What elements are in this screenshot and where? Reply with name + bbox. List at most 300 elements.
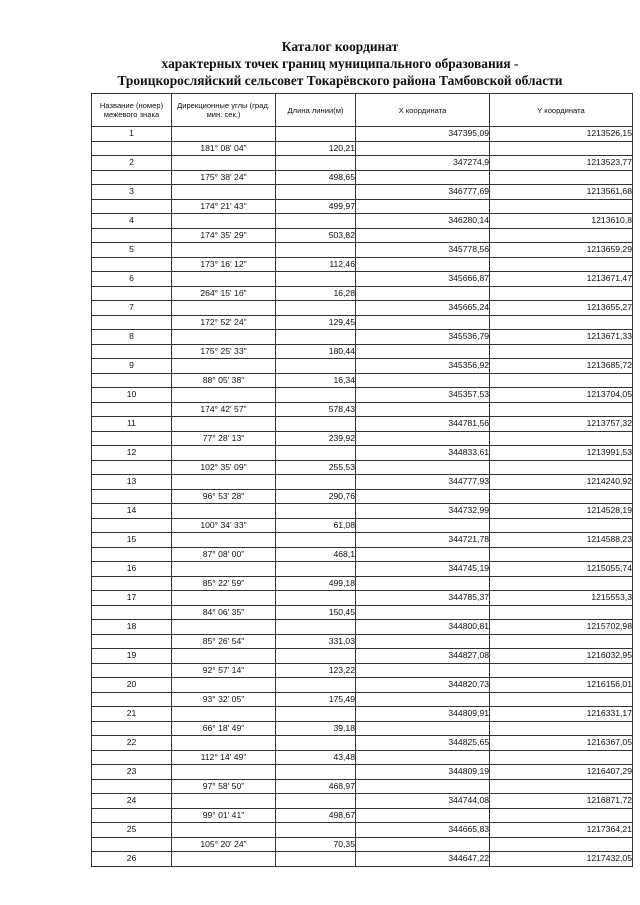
empty-cell: [92, 779, 172, 794]
y-coordinate: 1214240,92: [490, 475, 633, 490]
empty-cell: [490, 750, 633, 765]
document-title: [60, 38, 620, 89]
line-length: 112,46: [276, 257, 356, 272]
header-y-coordinate: Y координата: [490, 94, 633, 127]
empty-cell: [356, 257, 490, 272]
x-coordinate: 346280,14: [356, 214, 490, 229]
empty-cell: [356, 779, 490, 794]
x-coordinate: 345666,87: [356, 272, 490, 287]
table-row-segment: [92, 170, 633, 185]
line-length: 43,48: [276, 750, 356, 765]
direction-angle: 174° 42' 57": [172, 402, 276, 417]
table-row-point: [92, 156, 633, 171]
empty-cell: [92, 199, 172, 214]
y-coordinate: 1215055,74: [490, 562, 633, 577]
empty-cell: [276, 678, 356, 693]
empty-cell: [356, 750, 490, 765]
empty-cell: [92, 170, 172, 185]
line-length: 498,65: [276, 170, 356, 185]
empty-cell: [276, 852, 356, 867]
empty-cell: [356, 315, 490, 330]
direction-angle: 66° 18' 49": [172, 721, 276, 736]
header-x-coordinate: X координата: [356, 94, 490, 127]
x-coordinate: 344827,08: [356, 649, 490, 664]
empty-cell: [356, 286, 490, 301]
empty-cell: [276, 765, 356, 780]
empty-cell: [356, 228, 490, 243]
empty-cell: [490, 228, 633, 243]
line-length: 239,92: [276, 431, 356, 446]
empty-cell: [172, 591, 276, 606]
direction-angle: 174° 21' 43": [172, 199, 276, 214]
empty-cell: [356, 605, 490, 620]
empty-cell: [276, 417, 356, 432]
empty-cell: [276, 707, 356, 722]
line-length: 123,22: [276, 663, 356, 678]
x-coordinate: 344745,19: [356, 562, 490, 577]
x-coordinate: 347274,9: [356, 156, 490, 171]
y-coordinate: 1215553,3: [490, 591, 633, 606]
empty-cell: [490, 547, 633, 562]
y-coordinate: 1213561,68: [490, 185, 633, 200]
table-row-point: [92, 562, 633, 577]
coordinates-table: [91, 93, 633, 867]
table-row-point: [92, 620, 633, 635]
empty-cell: [490, 518, 633, 533]
empty-cell: [92, 228, 172, 243]
table-row-segment: [92, 750, 633, 765]
table-row-segment: [92, 228, 633, 243]
table-row-point: [92, 504, 633, 519]
empty-cell: [276, 794, 356, 809]
empty-cell: [276, 562, 356, 577]
point-number: 10: [92, 388, 172, 403]
empty-cell: [356, 721, 490, 736]
empty-cell: [92, 721, 172, 736]
empty-cell: [172, 156, 276, 171]
empty-cell: [172, 417, 276, 432]
empty-cell: [92, 141, 172, 156]
table-row-segment: [92, 721, 633, 736]
table-row-segment: [92, 489, 633, 504]
line-length: 129,45: [276, 315, 356, 330]
table-row-segment: [92, 431, 633, 446]
empty-cell: [172, 852, 276, 867]
empty-cell: [172, 794, 276, 809]
direction-angle: 175° 38' 24": [172, 170, 276, 185]
empty-cell: [356, 460, 490, 475]
empty-cell: [276, 736, 356, 751]
empty-cell: [356, 141, 490, 156]
point-number: 11: [92, 417, 172, 432]
y-coordinate: 1213655,27: [490, 301, 633, 316]
y-coordinate: 1217364,21: [490, 823, 633, 838]
empty-cell: [172, 272, 276, 287]
empty-cell: [490, 199, 633, 214]
direction-angle: 172° 52' 24": [172, 315, 276, 330]
empty-cell: [172, 388, 276, 403]
line-length: 578,43: [276, 402, 356, 417]
empty-cell: [490, 779, 633, 794]
y-coordinate: 1213757,32: [490, 417, 633, 432]
empty-cell: [276, 243, 356, 258]
y-coordinate: 1215702,98: [490, 620, 633, 635]
empty-cell: [92, 315, 172, 330]
point-number: 15: [92, 533, 172, 548]
empty-cell: [92, 547, 172, 562]
line-length: 468,97: [276, 779, 356, 794]
empty-cell: [490, 837, 633, 852]
table-row-segment: [92, 808, 633, 823]
table-row-point: [92, 388, 633, 403]
table-row-point: [92, 446, 633, 461]
empty-cell: [172, 446, 276, 461]
empty-cell: [92, 344, 172, 359]
empty-cell: [356, 344, 490, 359]
x-coordinate: 344820,73: [356, 678, 490, 693]
point-number: 6: [92, 272, 172, 287]
empty-cell: [276, 301, 356, 316]
empty-cell: [172, 185, 276, 200]
line-length: 180,44: [276, 344, 356, 359]
direction-angle: 264° 15' 16": [172, 286, 276, 301]
empty-cell: [356, 663, 490, 678]
header-point-name: Название (номер) межевого знака: [92, 94, 172, 127]
direction-angle: 84° 06' 35": [172, 605, 276, 620]
x-coordinate: 344809,19: [356, 765, 490, 780]
y-coordinate: 1213523,77: [490, 156, 633, 171]
empty-cell: [490, 692, 633, 707]
x-coordinate: 344744,08: [356, 794, 490, 809]
table-row-segment: [92, 373, 633, 388]
empty-cell: [276, 156, 356, 171]
y-coordinate: 1217432,05: [490, 852, 633, 867]
line-length: 70,35: [276, 837, 356, 852]
point-number: 25: [92, 823, 172, 838]
point-number: 13: [92, 475, 172, 490]
empty-cell: [92, 750, 172, 765]
header-direction-angle: Дирекционные углы (град. мин. сек.): [172, 94, 276, 127]
table-row-segment: [92, 634, 633, 649]
empty-cell: [490, 257, 633, 272]
y-coordinate: 1216367,05: [490, 736, 633, 751]
y-coordinate: 1216156,01: [490, 678, 633, 693]
line-length: 468,1: [276, 547, 356, 562]
line-length: 331,03: [276, 634, 356, 649]
direction-angle: 77° 28' 13": [172, 431, 276, 446]
table-row-segment: [92, 837, 633, 852]
table-row-point: [92, 127, 633, 142]
direction-angle: 173° 16' 12": [172, 257, 276, 272]
table-row-segment: [92, 460, 633, 475]
empty-cell: [172, 301, 276, 316]
x-coordinate: 346777,69: [356, 185, 490, 200]
direction-angle: 181° 08' 04": [172, 141, 276, 156]
empty-cell: [92, 257, 172, 272]
empty-cell: [276, 388, 356, 403]
empty-cell: [490, 344, 633, 359]
empty-cell: [92, 634, 172, 649]
table-row-point: [92, 417, 633, 432]
empty-cell: [172, 678, 276, 693]
point-number: 7: [92, 301, 172, 316]
y-coordinate: 1213659,29: [490, 243, 633, 258]
line-length: 498,67: [276, 808, 356, 823]
table-row-segment: [92, 402, 633, 417]
table-row-point: [92, 214, 633, 229]
empty-cell: [490, 634, 633, 649]
table-row-point: [92, 765, 633, 780]
direction-angle: 85° 22' 59": [172, 576, 276, 591]
empty-cell: [276, 823, 356, 838]
empty-cell: [356, 489, 490, 504]
y-coordinate: 1213526,15: [490, 127, 633, 142]
x-coordinate: 347395,09: [356, 127, 490, 142]
table-row-point: [92, 823, 633, 838]
x-coordinate: 344785,37: [356, 591, 490, 606]
title-line-2: характерных точек границ муниципального образования -: [161, 56, 519, 71]
empty-cell: [356, 518, 490, 533]
line-length: 16,34: [276, 373, 356, 388]
point-number: 4: [92, 214, 172, 229]
direction-angle: 87° 08' 00": [172, 547, 276, 562]
empty-cell: [172, 823, 276, 838]
empty-cell: [490, 373, 633, 388]
y-coordinate: 1216032,95: [490, 649, 633, 664]
empty-cell: [356, 808, 490, 823]
empty-cell: [356, 634, 490, 649]
x-coordinate: 345536,79: [356, 330, 490, 345]
empty-cell: [356, 199, 490, 214]
direction-angle: 174° 35' 29": [172, 228, 276, 243]
empty-cell: [92, 373, 172, 388]
line-length: 499,97: [276, 199, 356, 214]
point-number: 26: [92, 852, 172, 867]
empty-cell: [172, 359, 276, 374]
empty-cell: [92, 837, 172, 852]
point-number: 21: [92, 707, 172, 722]
empty-cell: [92, 518, 172, 533]
empty-cell: [490, 808, 633, 823]
direction-angle: 85° 26' 54": [172, 634, 276, 649]
empty-cell: [356, 837, 490, 852]
line-length: 290,76: [276, 489, 356, 504]
x-coordinate: 344800,81: [356, 620, 490, 635]
line-length: 175,49: [276, 692, 356, 707]
table-row-segment: [92, 605, 633, 620]
direction-angle: 112° 14' 49": [172, 750, 276, 765]
table-row-point: [92, 591, 633, 606]
table-row-segment: [92, 286, 633, 301]
table-row-segment: [92, 141, 633, 156]
table-header-row: [92, 94, 633, 127]
x-coordinate: 344721,78: [356, 533, 490, 548]
empty-cell: [356, 170, 490, 185]
direction-angle: 99° 01' 41": [172, 808, 276, 823]
point-number: 20: [92, 678, 172, 693]
y-coordinate: 1214528,19: [490, 504, 633, 519]
table-row-point: [92, 533, 633, 548]
point-number: 1: [92, 127, 172, 142]
empty-cell: [92, 489, 172, 504]
empty-cell: [92, 663, 172, 678]
table-row-segment: [92, 518, 633, 533]
empty-cell: [92, 402, 172, 417]
point-number: 9: [92, 359, 172, 374]
x-coordinate: 344647,22: [356, 852, 490, 867]
empty-cell: [92, 808, 172, 823]
direction-angle: 96° 53' 28": [172, 489, 276, 504]
empty-cell: [490, 315, 633, 330]
empty-cell: [276, 330, 356, 345]
x-coordinate: 345356,92: [356, 359, 490, 374]
table-row-point: [92, 475, 633, 490]
header-line-length: Длина линии(м): [276, 94, 356, 127]
empty-cell: [490, 489, 633, 504]
y-coordinate: 1216871,72: [490, 794, 633, 809]
table-row-point: [92, 185, 633, 200]
line-length: 499,18: [276, 576, 356, 591]
x-coordinate: 344665,83: [356, 823, 490, 838]
empty-cell: [356, 576, 490, 591]
line-length: 39,18: [276, 721, 356, 736]
direction-angle: 100° 34' 33": [172, 518, 276, 533]
x-coordinate: 345665,24: [356, 301, 490, 316]
empty-cell: [276, 272, 356, 287]
table-row-point: [92, 852, 633, 867]
y-coordinate: 1213704,05: [490, 388, 633, 403]
direction-angle: 88° 05' 38": [172, 373, 276, 388]
empty-cell: [172, 562, 276, 577]
empty-cell: [276, 533, 356, 548]
empty-cell: [356, 402, 490, 417]
empty-cell: [276, 504, 356, 519]
empty-cell: [172, 620, 276, 635]
empty-cell: [172, 765, 276, 780]
line-length: 16,28: [276, 286, 356, 301]
empty-cell: [490, 663, 633, 678]
empty-cell: [490, 605, 633, 620]
empty-cell: [490, 402, 633, 417]
point-number: 2: [92, 156, 172, 171]
table-row-segment: [92, 315, 633, 330]
table-row-point: [92, 736, 633, 751]
x-coordinate: 345778,56: [356, 243, 490, 258]
point-number: 22: [92, 736, 172, 751]
empty-cell: [490, 576, 633, 591]
table-row-point: [92, 649, 633, 664]
empty-cell: [172, 330, 276, 345]
empty-cell: [276, 591, 356, 606]
table-row-segment: [92, 663, 633, 678]
point-number: 24: [92, 794, 172, 809]
y-coordinate: 1216331,17: [490, 707, 633, 722]
empty-cell: [92, 605, 172, 620]
table-row-point: [92, 359, 633, 374]
empty-cell: [172, 504, 276, 519]
empty-cell: [490, 721, 633, 736]
point-number: 12: [92, 446, 172, 461]
empty-cell: [172, 649, 276, 664]
empty-cell: [276, 127, 356, 142]
point-number: 16: [92, 562, 172, 577]
empty-cell: [276, 359, 356, 374]
y-coordinate: 1213610,8: [490, 214, 633, 229]
title-line-1: Каталог координат: [281, 39, 399, 54]
x-coordinate: 344732,99: [356, 504, 490, 519]
point-number: 19: [92, 649, 172, 664]
empty-cell: [172, 127, 276, 142]
table-row-segment: [92, 576, 633, 591]
empty-cell: [172, 533, 276, 548]
line-length: 503,82: [276, 228, 356, 243]
direction-angle: 102° 35' 09": [172, 460, 276, 475]
table-row-point: [92, 678, 633, 693]
empty-cell: [276, 185, 356, 200]
line-length: 120,21: [276, 141, 356, 156]
empty-cell: [172, 475, 276, 490]
empty-cell: [276, 475, 356, 490]
empty-cell: [490, 460, 633, 475]
point-number: 3: [92, 185, 172, 200]
direction-angle: 92° 57' 14": [172, 663, 276, 678]
empty-cell: [92, 286, 172, 301]
x-coordinate: 344809,91: [356, 707, 490, 722]
x-coordinate: 344825,65: [356, 736, 490, 751]
table-row-segment: [92, 257, 633, 272]
direction-angle: 93° 32' 05": [172, 692, 276, 707]
table-row-point: [92, 243, 633, 258]
table-row-segment: [92, 547, 633, 562]
x-coordinate: 344777,93: [356, 475, 490, 490]
line-length: 150,45: [276, 605, 356, 620]
table-row-segment: [92, 344, 633, 359]
empty-cell: [276, 214, 356, 229]
empty-cell: [172, 243, 276, 258]
empty-cell: [92, 460, 172, 475]
empty-cell: [172, 214, 276, 229]
empty-cell: [276, 446, 356, 461]
empty-cell: [92, 692, 172, 707]
table-row-point: [92, 330, 633, 345]
empty-cell: [356, 692, 490, 707]
empty-cell: [356, 431, 490, 446]
empty-cell: [490, 170, 633, 185]
y-coordinate: 1216407,29: [490, 765, 633, 780]
empty-cell: [356, 547, 490, 562]
empty-cell: [92, 431, 172, 446]
empty-cell: [172, 707, 276, 722]
x-coordinate: 345357,53: [356, 388, 490, 403]
table-row-point: [92, 301, 633, 316]
y-coordinate: 1214588,23: [490, 533, 633, 548]
y-coordinate: 1213671,47: [490, 272, 633, 287]
table-row-segment: [92, 779, 633, 794]
x-coordinate: 344833,61: [356, 446, 490, 461]
x-coordinate: 344781,56: [356, 417, 490, 432]
point-number: 8: [92, 330, 172, 345]
empty-cell: [276, 649, 356, 664]
empty-cell: [276, 620, 356, 635]
point-number: 18: [92, 620, 172, 635]
table-body: [92, 127, 633, 867]
direction-angle: 175° 25' 33": [172, 344, 276, 359]
point-number: 17: [92, 591, 172, 606]
empty-cell: [92, 576, 172, 591]
table-row-point: [92, 272, 633, 287]
line-length: 61,08: [276, 518, 356, 533]
table-row-segment: [92, 692, 633, 707]
